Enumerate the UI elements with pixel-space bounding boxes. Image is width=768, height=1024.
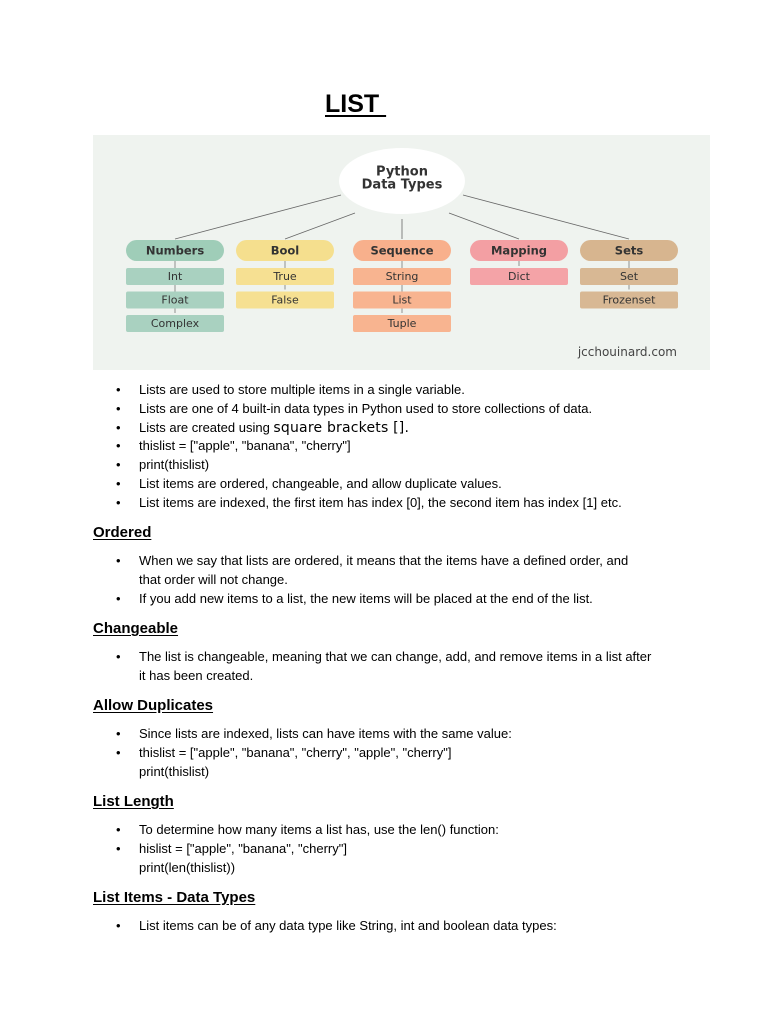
changeable-list [0, 648, 768, 686]
list-item [0, 648, 768, 686]
list-item: • Lists are one of 4 built-in data types in Python used to store collections of data. [0, 400, 768, 419]
list-item [0, 590, 768, 609]
heading-list-length: List Length [93, 793, 174, 810]
item-label: Int [167, 270, 183, 283]
list-item [0, 725, 768, 744]
diagram-svg [93, 135, 710, 370]
heading-ordered: Ordered [93, 524, 152, 541]
length-list [0, 821, 768, 877]
item-label: Tuple [387, 317, 417, 330]
python-data-types-diagram [93, 135, 710, 370]
item-label: Dict [508, 270, 530, 283]
line: • hislist = ["apple", "banana", "cherry"] [139, 840, 347, 856]
list-item: • Lists are used to store multiple items in a single variable. [0, 381, 768, 400]
root-label: Data Types [361, 177, 443, 193]
list-item: • List items are indexed, the first item has index [0], the second item has index [1] etc. [0, 494, 768, 513]
list-item-text: Lists are created using [139, 419, 274, 435]
page-title: LIST [325, 90, 387, 118]
category-label: Numbers [145, 243, 205, 258]
list-item [0, 917, 768, 936]
square-brackets-text: square brackets []. [273, 419, 410, 436]
list-item: • thislist = ["apple", "banana", "cherry"] [0, 437, 768, 456]
line: • To determine how many items a list has, use the len() function: [139, 822, 499, 837]
line: that order will not change. [139, 571, 288, 587]
item-label: Float [161, 293, 189, 307]
intro-list [0, 381, 768, 513]
datatypes-list [0, 917, 768, 936]
line: • When we say that lists are ordered, it means that the items have a defined order, and [139, 553, 629, 568]
line: • thislist = ["apple", "banana", "cherry", "apple", "cherry"] [139, 744, 452, 760]
item-label: Frozenset [602, 293, 656, 307]
credit-text: jcchouinard.com [577, 345, 677, 359]
line: • If you add new items to a list, the new items will be placed at the end of the list. [139, 590, 593, 606]
line: print(thislist) [139, 763, 210, 779]
connector-line [449, 213, 519, 239]
connector-line [285, 213, 355, 239]
ordered-list [0, 552, 768, 608]
item-label: String [385, 270, 419, 283]
category-label: Bool [270, 243, 300, 258]
item-label: List [392, 293, 412, 307]
heading-list-items-data-types: List Items - Data Types [93, 889, 256, 906]
line: • List items can be of any data type like String, int and boolean data types: [139, 918, 557, 933]
list-item: • List items are ordered, changeable, and allow duplicate values. [0, 475, 768, 494]
connector-line [175, 195, 341, 239]
line: • Since lists are indexed, lists can have items with the same value: [139, 726, 512, 741]
list-item [0, 552, 768, 590]
root-label: Python [376, 164, 428, 180]
item-label: False [271, 293, 299, 307]
item-label: Complex [150, 317, 200, 330]
heading-allow-duplicates: Allow Duplicates [93, 697, 214, 714]
list-item [0, 419, 768, 438]
list-item: • print(thislist) [0, 456, 768, 475]
line: it has been created. [139, 667, 254, 683]
line: print(len(thislist)) [139, 859, 236, 875]
item-label: True [273, 270, 297, 283]
category-label: Sequence [370, 243, 434, 258]
connector-line [463, 195, 629, 239]
list-item [0, 744, 768, 782]
category-label: Sets [614, 243, 644, 258]
duplicates-list [0, 725, 768, 781]
line: • The list is changeable, meaning that we can change, add, and remove items in a list after [139, 649, 652, 664]
heading-changeable: Changeable [93, 620, 179, 637]
category-label: Mapping [490, 243, 548, 258]
list-item [0, 821, 768, 840]
item-label: Set [619, 270, 639, 283]
list-item [0, 840, 768, 878]
